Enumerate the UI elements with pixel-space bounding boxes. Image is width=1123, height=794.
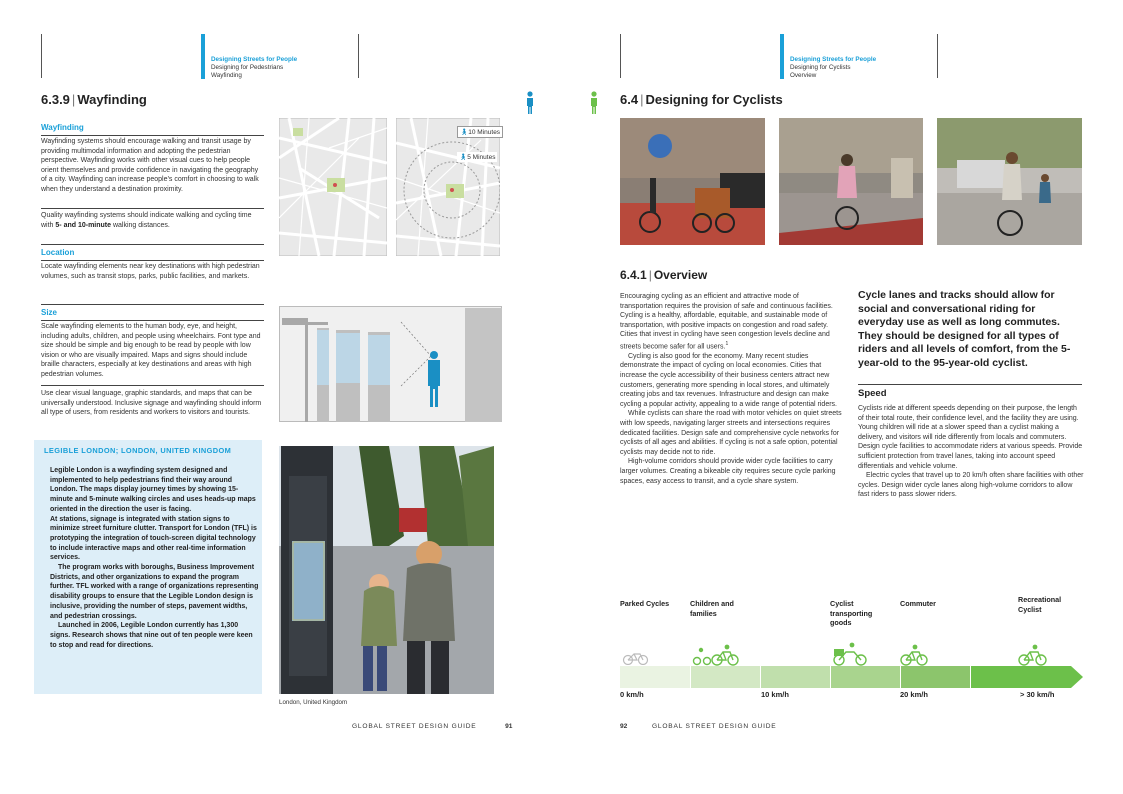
category-children: Children and families bbox=[690, 599, 734, 618]
wayfinding-paragraph: Wayfinding systems should encourage walking and transit usage by providing multimodal information and adopting the pedestrian perspective. Wayfinding works with other visual cues to help people orient themselves and provide confidence in navigating the geography of a city. Wayfinding can increase people’s comfort in choosing to walk when they understand a destination proximity. bbox=[41, 138, 259, 193]
section-number: 6.3.9 bbox=[41, 92, 70, 107]
subsection-title: 6.4.1 | Overview bbox=[620, 268, 708, 282]
page-number: 91 bbox=[505, 723, 513, 730]
footer-title: GLOBAL STREET DESIGN GUIDE bbox=[651, 723, 777, 730]
label-wayfinding bbox=[41, 120, 264, 136]
divider bbox=[41, 385, 264, 386]
speed-band bbox=[901, 666, 970, 688]
speed-band bbox=[831, 666, 900, 688]
divider bbox=[41, 208, 264, 209]
speed-band bbox=[761, 666, 830, 688]
page-rule bbox=[358, 34, 359, 78]
divider bbox=[858, 384, 1082, 385]
section-title: 6.4 | Designing for Cyclists bbox=[620, 92, 783, 107]
header-line: Wayfinding bbox=[211, 72, 242, 79]
label-text: Wayfinding bbox=[41, 123, 84, 132]
section-title: 6.3.9 | Wayfinding bbox=[41, 92, 147, 107]
recreational-cyclist-icon bbox=[1018, 644, 1048, 666]
speed-band bbox=[620, 666, 690, 688]
subsection-number: 6.4.1 bbox=[620, 268, 647, 282]
speed-label: 0 km/h bbox=[620, 690, 644, 699]
header-line: Overview bbox=[790, 72, 817, 79]
walker-icon: 🚶︎ bbox=[459, 154, 468, 161]
label-size bbox=[41, 304, 264, 321]
size-paragraph-2: Use clear visual language, graphic standards, and maps that can be universally understood. Inclusive signage and wayfinding should inform all type of users, from residents and workers to visitors and tourists. bbox=[41, 390, 262, 417]
speed-label: 10 km/h bbox=[761, 690, 789, 699]
cyclist-figure-icon bbox=[588, 91, 600, 115]
running-header bbox=[780, 34, 876, 79]
pull-quote: Cycle lanes and tracks should allow for social and conversational riding for everyday use as well as long commutes. They should be designed for all types of riders and all levels of comfort, from the 5-year-old to the 95-year-old cyclist. bbox=[858, 289, 1071, 369]
walker-icon: 🚶︎ bbox=[460, 129, 469, 136]
speed-text: Cyclists ride at different speeds depending on their purpose, the length of their total route, their confidence level, and the facility they are using. Young children will ride at a slower speed than a cyclist making a delivery, and visitors will ride differently from locals and commuters. Design cycle facilities to accommodate riders at various speeds. Provide sufficient protection from travel lanes, taking into account speed differentials and vehicle volume. Electric cycles that travel up to 20 km/h often share facilities with other cycles. Design wider cycle lanes along high-volume corridors to allow fast riders to pass slower riders. bbox=[858, 405, 1084, 499]
cargo-cyclist-icon bbox=[832, 642, 868, 666]
page-number: 92 bbox=[620, 723, 628, 730]
wayfinding-map-circles bbox=[396, 118, 500, 256]
category-commuter: Commuter bbox=[900, 599, 936, 608]
family-cyclists-icon bbox=[692, 644, 740, 666]
wayfinding-map-plain bbox=[279, 118, 387, 256]
header-line: Designing Streets for People bbox=[790, 56, 877, 63]
case-study-title: LEGIBLE LONDON; LONDON, UNITED KINGDOM bbox=[44, 446, 232, 455]
category-goods: Cyclist transporting goods bbox=[830, 599, 873, 628]
label-location bbox=[41, 244, 264, 261]
category-parked: Parked Cycles bbox=[620, 599, 670, 608]
map-label-10: 🚶︎10 Minutes bbox=[457, 126, 503, 138]
speed-heading: Speed bbox=[858, 388, 887, 399]
footer bbox=[620, 723, 776, 730]
page-rule bbox=[620, 34, 621, 78]
section-title-text: Designing for Cyclists bbox=[645, 92, 783, 107]
photo-caption: London, United Kingdom bbox=[279, 699, 348, 706]
case-study-body: Legible London is a wayfinding system designed and implemented to help pedestrians find their way around London. The maps display journey times by showing 15-minute and 5-minute walking circles and uses heads-up maps oriented in the direction the user is facing. At stations, signage is integrated with station signs to minimize street furniture clutter. Transport for London (TFL) is prototyping the integration of touch-screen digital technology to include interactive maps and other real-time information services. The program works with boroughs, Business Improvement Districts, and other organizations to expand the program further. TFL worked with a range of organizations representing disability groups to ensure that the Legible London design is inclusive, providing the number of steps, pavement widths, and pedestrian crossings. Launched in 2006, Legible London currently has 1,300 signs. Research shows that nine out of ten people were keen to stop and read for directions. bbox=[50, 467, 259, 649]
wayfinding-paragraph-2: Quality wayfinding systems should indicate walking and cycling time with 5- and 10-minute walking distances. bbox=[41, 212, 252, 229]
map-label-5: 🚶︎5 Minutes bbox=[459, 154, 496, 161]
header-line: Designing for Cyclists bbox=[790, 64, 851, 71]
pedestrian-icon bbox=[524, 91, 536, 115]
subsection-title-text: Overview bbox=[653, 268, 708, 282]
cycling-photo-city bbox=[620, 118, 765, 245]
header-line: Designing for Pedestrians bbox=[211, 64, 284, 71]
sign-height-diagram bbox=[279, 306, 502, 422]
speed-label: 20 km/h bbox=[900, 690, 928, 699]
footer-title: GLOBAL STREET DESIGN GUIDE bbox=[352, 723, 477, 730]
label-text: Size bbox=[41, 308, 58, 317]
section-title-text: Wayfinding bbox=[77, 92, 147, 107]
page-rule bbox=[41, 34, 42, 78]
speed-band bbox=[691, 666, 760, 688]
speed-label: > 30 km/h bbox=[1020, 690, 1055, 699]
speed-arrow bbox=[971, 666, 1083, 688]
page-rule bbox=[937, 34, 938, 78]
footer bbox=[352, 723, 512, 730]
category-recreational: Recreational Cyclist bbox=[1018, 595, 1062, 614]
parked-bike-icon bbox=[622, 651, 650, 665]
location-paragraph: Locate wayfinding elements near key destinations with high pedestrian volumes, such as transit stops, parks, public facilities, and markets. bbox=[41, 263, 260, 280]
label-text: Location bbox=[41, 248, 75, 257]
case-study-box bbox=[34, 440, 262, 694]
cycling-photo-street bbox=[779, 118, 923, 245]
overview-text: Encouraging cycling as an efficient and attractive mode of transportation requires the provision of safe and continuous facilities. Cycling is a healthy, affordable, equitable, and sustainable mode of transportation, with positive impacts on congestion and road safety. Cities that invest in cycling have seen congestion levels decline and streets become safer for all users.$^1$ Cycling is also good for the economy. Many recent studies demonstrate the impact of cycling on local economies. Cities that increase the cycle accessibility of their business centers attract new customers, generating more spending in local stores, and ultimately creating jobs and tax revenues. Infrastructure and design can make cycling a popular activity, appealing to a wide range of potential riders. While cyclists can share the road with motor vehicles on quiet streets with low speeds, navigating larger streets and intersections requires dedicated facilities. Design safe and comprehensive cycle networks for cyclists of all ages and abilities. If cycling is not a safe option, potential cyclists may decide not to ride. High-volume corridors should provide wider cycle facilities to carry larger volumes. Creating a bikeable city requires secure cycle parking spaces, easy access to transit, and a cycle share system. bbox=[620, 293, 842, 485]
cycling-photo-road bbox=[937, 118, 1082, 245]
size-paragraph: Scale wayfinding elements to the human body, eye, and height, including adults, children, and people using wheelchairs. Font type and size should be simple and big enough to be read by people with low vision or who are visually impaired. Maps and signs should include braille characters, especially at key destinations and areas with high pedestrian volumes. bbox=[41, 323, 261, 378]
commuter-cyclist-icon bbox=[900, 644, 928, 666]
header-line: Designing Streets for People bbox=[211, 56, 298, 63]
section-number: 6.4 bbox=[620, 92, 639, 107]
legible-london-photo bbox=[279, 446, 494, 694]
running-header bbox=[201, 34, 297, 79]
